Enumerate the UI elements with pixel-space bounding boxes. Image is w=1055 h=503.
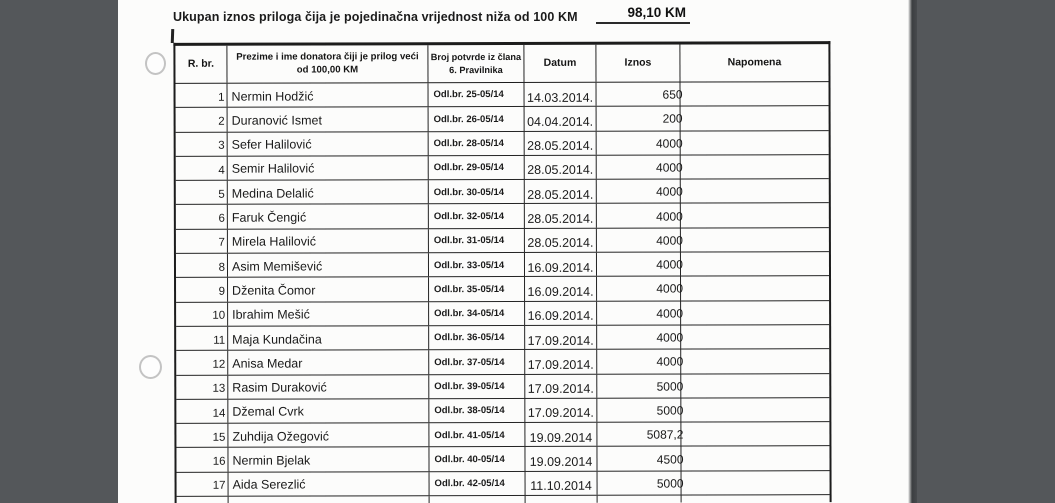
cell-amount: 650 <box>597 83 681 107</box>
cell-date: 28.05.2014. <box>525 180 597 203</box>
summary-value: 98,10 KM <box>596 5 690 24</box>
summary-label: Ukupan iznos priloga čija je pojedinačna vrijednost niža od 100 KM <box>173 10 578 24</box>
cell-date: 11.10.2014 <box>526 472 598 495</box>
cell-donor-name: Maja Kundačina <box>228 326 429 350</box>
cell-certificate-number: Odl.br. 31-05/14 <box>429 229 525 253</box>
cell-donor-name: Zuhdija Ožegović <box>228 423 429 447</box>
cell-amount: 5000 <box>598 471 682 495</box>
cell-row-number: 5 <box>176 181 228 204</box>
cell-donor-name: Rasim Duraković <box>228 375 429 399</box>
cell-certificate-number: Odl.br. 34-05/14 <box>429 302 525 326</box>
cell-note <box>681 228 829 252</box>
cell-date: 17.09.2014. <box>525 374 597 397</box>
cell-amount: 4000 <box>597 326 681 350</box>
header-note: Napomena <box>727 55 782 69</box>
cell-donor-name: Džemal Cvrk <box>228 399 429 423</box>
cell-row-number: 7 <box>176 230 228 253</box>
table-row <box>176 301 829 327</box>
cell-date: 16.09.2014. <box>525 277 597 300</box>
header-donor-name: Prezime i ime donatora čiji je prilog veći od 100,00 KM <box>227 45 428 83</box>
cell-certificate-number: Odl.br. 32-05/14 <box>429 204 525 228</box>
cell-certificate-number: Odl.br. 36-05/14 <box>429 326 525 350</box>
header-amount: Iznos <box>596 45 680 82</box>
page-edge-shadow <box>908 0 917 503</box>
cell-certificate-number: Odl.br. 41-05/14 <box>429 423 525 447</box>
hole-punch-top-icon <box>145 52 166 75</box>
cell-note <box>681 301 829 325</box>
cell-date: 28.05.2014. <box>525 131 597 154</box>
cell-amount <box>598 496 682 503</box>
scanned-page <box>118 0 913 503</box>
cell-date: 04.04.2014. <box>525 107 597 130</box>
cell-row-number <box>177 497 229 503</box>
cell-donor-name: Dženita Čomor <box>228 278 429 302</box>
cell-certificate-number: Odl.br. 25-05/14 <box>429 83 525 107</box>
cell-row-number: 9 <box>176 278 228 301</box>
cell-certificate-number: Odl.br. 38-05/14 <box>429 399 525 423</box>
cell-date: 28.05.2014. <box>525 204 597 227</box>
cell-row-number: 2 <box>176 108 228 131</box>
cell-date: 17.09.2014. <box>525 326 597 349</box>
cell-note <box>681 179 829 203</box>
table-row <box>176 228 829 254</box>
cell-date: 17.09.2014. <box>525 350 597 373</box>
table-row <box>176 155 829 181</box>
cell-amount: 4000 <box>597 228 681 252</box>
cell-row-number: 8 <box>176 254 228 277</box>
cell-date <box>526 496 598 503</box>
cell-note <box>681 325 829 349</box>
cell-donor-name: Faruk Čengić <box>228 205 429 229</box>
cell-note <box>681 252 829 276</box>
cell-amount: 4500 <box>597 447 681 471</box>
table-row <box>176 277 829 303</box>
cell-date: 28.05.2014. <box>525 156 597 179</box>
cell-donor-name: Aida Serezlić <box>229 472 430 496</box>
cell-amount: 4000 <box>597 180 681 204</box>
cell-row-number: 12 <box>176 351 228 374</box>
table-row <box>177 471 830 497</box>
cell-amount: 4000 <box>597 350 681 374</box>
cell-donor-name: Medina Delalić <box>228 180 429 204</box>
table-row <box>176 131 829 157</box>
table-row <box>176 179 829 205</box>
cell-donor-name: Anisa Medar <box>228 350 429 374</box>
cell-amount: 200 <box>597 107 681 131</box>
header-date: Datum <box>524 45 596 82</box>
cell-date: 19.09.2014 <box>525 447 597 470</box>
cell-donor-name: Duranović Ismet <box>228 107 429 131</box>
cell-note <box>681 398 829 422</box>
cell-certificate-number: Odl.br. 29-05/14 <box>429 156 525 180</box>
cell-note <box>682 471 830 495</box>
table-row <box>176 374 829 400</box>
cell-row-number: 14 <box>176 400 228 423</box>
cell-date: 17.09.2014. <box>525 399 597 422</box>
cell-donor-name: Nermin Hodžić <box>228 83 429 107</box>
cell-amount: 4000 <box>597 155 681 179</box>
table-row <box>176 325 829 351</box>
cell-row-number: 1 <box>176 84 228 107</box>
header-certificate-number: Broj potvrde iz člana 6. Pravilnika <box>428 45 524 82</box>
cell-certificate-number: Odl.br. 33-05/14 <box>429 253 525 277</box>
cell-certificate-number: Odl.br. 26-05/14 <box>429 107 525 131</box>
cell-row-number: 4 <box>176 157 228 180</box>
table-header-row <box>175 44 828 84</box>
cell-amount: 4000 <box>597 204 681 228</box>
table-row <box>176 398 829 424</box>
cell-date: 16.09.2014. <box>525 253 597 276</box>
table-row <box>176 204 829 230</box>
cell-date: 14.03.2014. <box>525 83 597 106</box>
cell-note <box>681 155 829 179</box>
cell-certificate-number: Odl.br. 28-05/14 <box>429 132 525 156</box>
table-row <box>176 349 829 375</box>
cell-row-number: 16 <box>176 448 228 471</box>
cell-note <box>682 495 830 502</box>
cell-amount: 4000 <box>597 253 681 277</box>
header-row-number: R. br. <box>175 46 227 83</box>
cell-donor-name: Sefer Halilović <box>228 132 429 156</box>
table-row-partial <box>177 495 830 503</box>
cell-amount: 5000 <box>597 398 681 422</box>
cell-note <box>681 106 829 130</box>
cell-note <box>681 82 829 106</box>
hole-punch-bottom-icon <box>139 355 162 379</box>
cell-row-number: 3 <box>176 132 228 155</box>
cell-row-number: 10 <box>176 302 228 325</box>
cell-donor-name: Mirela Halilović <box>228 229 429 253</box>
cell-certificate-number: Odl.br. 40-05/14 <box>429 447 525 471</box>
cell-amount: 4000 <box>597 131 681 155</box>
cell-amount: 5000 <box>597 374 681 398</box>
cell-certificate-number <box>430 496 526 503</box>
cell-row-number: 6 <box>176 205 228 228</box>
cell-donor-name: Nermin Bjelak <box>228 448 429 472</box>
cell-note <box>681 204 829 228</box>
cell-certificate-number: Odl.br. 35-05/14 <box>429 277 525 301</box>
cell-note <box>681 374 829 398</box>
cell-note <box>681 131 829 155</box>
cell-certificate-number: Odl.br. 39-05/14 <box>429 375 525 399</box>
scan-line-artifact <box>171 29 174 43</box>
cell-date: 16.09.2014. <box>525 301 597 324</box>
cell-donor-name: Semir Halilović <box>228 156 429 180</box>
cell-row-number: 13 <box>176 375 228 398</box>
donor-table <box>173 41 831 503</box>
table-row <box>176 106 829 132</box>
table-row <box>176 422 829 448</box>
cell-note <box>681 277 829 301</box>
cell-amount: 4000 <box>597 301 681 325</box>
table-row <box>176 82 829 108</box>
table-row <box>176 252 829 278</box>
cell-date: 19.09.2014 <box>525 423 597 446</box>
cell-certificate-number: Odl.br. 42-05/14 <box>430 472 526 496</box>
cell-row-number: 15 <box>176 424 228 447</box>
cell-row-number: 11 <box>176 327 228 350</box>
table-row <box>176 447 829 473</box>
cell-donor-name <box>229 496 430 503</box>
cell-donor-name: Ibrahim Mešić <box>228 302 429 326</box>
cell-amount: 4000 <box>597 277 681 301</box>
cell-note <box>681 349 829 373</box>
cell-donor-name: Asim Memišević <box>228 253 429 277</box>
cell-certificate-number: Odl.br. 37-05/14 <box>429 350 525 374</box>
cell-certificate-number: Odl.br. 30-05/14 <box>429 180 525 204</box>
cell-date: 28.05.2014. <box>525 229 597 252</box>
cell-note <box>681 447 829 471</box>
cell-row-number: 17 <box>177 472 229 495</box>
cell-note <box>681 422 829 446</box>
cell-amount: 5087,2 <box>597 423 681 447</box>
